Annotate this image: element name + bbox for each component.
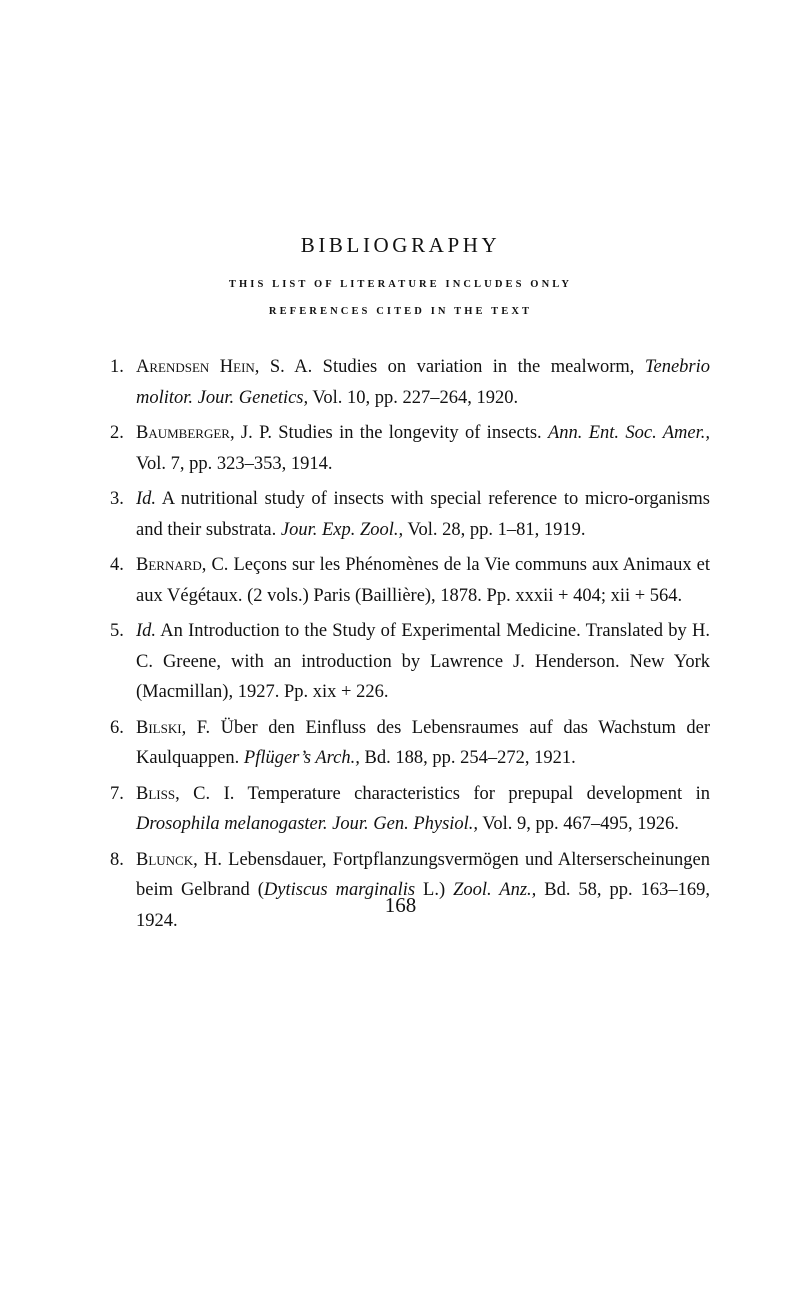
reference-text: A nutritional study of insects with special reference to micro-organisms and their substrata. — [136, 489, 710, 540]
reference-entry-1 — [110, 352, 710, 413]
reference-author: Bliss — [136, 783, 176, 804]
reference-number: 7. — [110, 783, 124, 804]
reference-author: Bernard — [136, 555, 202, 575]
reference-number: 5. — [110, 621, 124, 641]
subtitle-line-1: THIS LIST OF LITERATURE INCLUDES ONLY — [228, 279, 573, 290]
reference-ibid: Id. — [136, 489, 157, 509]
reference-number: 6. — [110, 717, 124, 738]
reference-text: An Introduction to the Study of Experimental Medicine. Translated by H. C. Greene, with an introduction by Lawrence J. Henderson. New York (Macmillan), 1927. Pp. xix + 226. — [136, 621, 710, 702]
reference-text: , C. Leçons sur les Phénomènes de la Vie communs aux Animaux et aux Végétaux. (2 vols.) Paris (Baillière), 1878. Pp. xxxii + 404; xii + 564. — [136, 555, 710, 606]
reference-text: , J. P. Studies in the longevity of insects. — [229, 423, 548, 443]
subtitle-line-2: REFERENCES CITED IN THE TEXT — [268, 306, 533, 317]
reference-text: Vol. 28, pp. 1–81, 1919. — [403, 519, 586, 540]
reference-ibid: Id. — [136, 621, 157, 641]
reference-journal: Pflüger’s Arch., — [243, 748, 360, 768]
reference-entry-7 — [110, 779, 710, 840]
reference-author: Baumberger — [136, 423, 230, 443]
reference-text: L.) — [415, 880, 454, 900]
reference-entry-8 — [110, 845, 710, 937]
reference-text: , C. I. Temperature characteristics for prepupal development in — [175, 783, 710, 804]
reference-text: , F. Über den Einfluss des Lebensraumes auf das Wachstum der Kaulquappen. — [136, 717, 710, 768]
reference-journal: Ann. Ent. Soc. Amer., — [547, 423, 710, 443]
reference-text: Vol. 9, pp. 467–495, 1926. — [478, 814, 679, 834]
reference-entry-2 — [110, 418, 710, 479]
reference-number: 2. — [110, 423, 124, 443]
reference-journal: Tenebrio molitor. Jour. Genetics, — [136, 357, 711, 408]
reference-text: , S. A. Studies on variation in the mealworm, — [254, 357, 645, 377]
reference-text: Bd. 188, pp. 254–272, 1921. — [359, 748, 576, 768]
reference-journal: Zool. Anz., — [453, 880, 537, 900]
reference-species: Dytiscus marginalis — [263, 880, 416, 900]
reference-author: Blunck — [136, 849, 194, 870]
reference-journal: Drosophila melanogaster. Jour. Gen. Physiol., — [136, 814, 479, 834]
reference-journal: Jour. Exp. Zool., — [280, 519, 404, 540]
reference-entry-4 — [110, 550, 710, 611]
reference-entry-3 — [110, 484, 710, 545]
page-title: BIBLIOGRAPHY — [300, 233, 501, 257]
reference-entry-6 — [110, 713, 710, 774]
reference-number: 4. — [110, 555, 124, 575]
reference-author: Arendsen Hein — [136, 357, 255, 377]
reference-list — [110, 352, 710, 941]
reference-number: 1. — [110, 357, 124, 377]
reference-entry-5 — [110, 616, 710, 708]
reference-text: Bd. 58, pp. 163–169, 1924. — [136, 880, 710, 931]
reference-author: Bilski — [136, 717, 182, 738]
reference-text: Vol. 10, pp. 227–264, 1920. — [308, 387, 519, 408]
reference-number: 8. — [110, 849, 124, 870]
page-number: 168 — [384, 893, 417, 917]
reference-text: Vol. 7, pp. 323–353, 1914. — [136, 453, 333, 474]
reference-text: , H. Lebensdauer, Fortpflanzungsvermögen und Alterserscheinungen beim Gelbrand ( — [136, 849, 710, 900]
reference-number: 3. — [110, 489, 124, 509]
